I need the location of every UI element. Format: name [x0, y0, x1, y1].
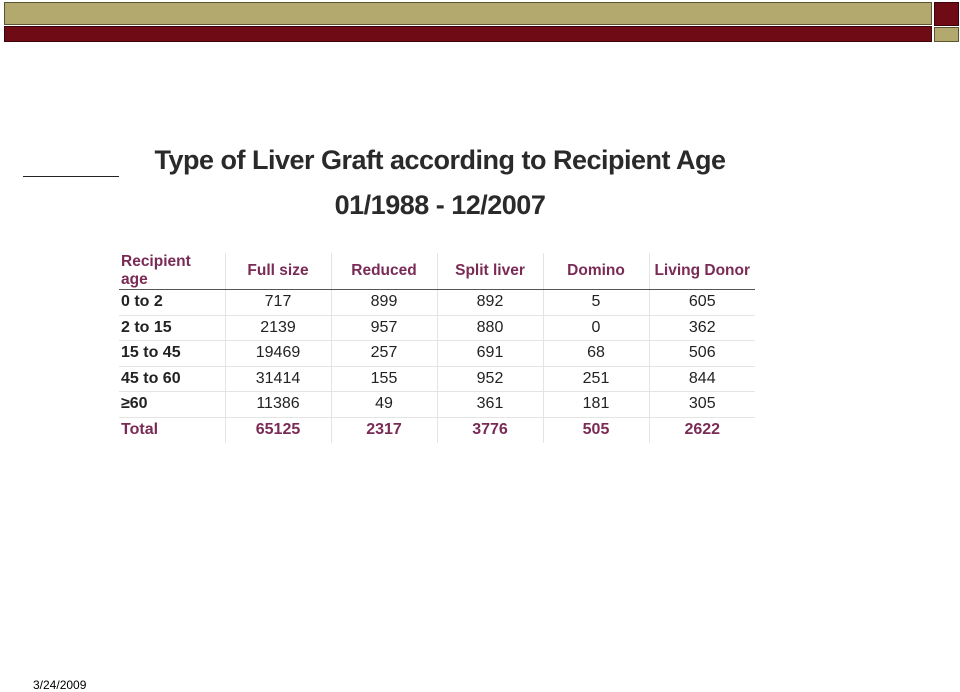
top-olive-bar [4, 2, 932, 25]
table-row [119, 392, 755, 418]
cell-age: 0 to 2 [119, 290, 225, 316]
cell-full-size: 717 [225, 290, 331, 316]
table-total-row [119, 417, 755, 443]
cell-age: 2 to 15 [119, 315, 225, 341]
total-label: Total [119, 417, 225, 443]
cell-reduced: 155 [331, 366, 437, 392]
cell-living-donor: 506 [649, 341, 755, 367]
table-row [119, 341, 755, 367]
cell-split-liver: 892 [437, 290, 543, 316]
cell-full-size: 11386 [225, 392, 331, 418]
cell-full-size: 31414 [225, 366, 331, 392]
top-maroon-bar [4, 26, 932, 42]
cell-age: ≥60 [119, 392, 225, 418]
cell-split-liver: 952 [437, 366, 543, 392]
cell-living-donor: 605 [649, 290, 755, 316]
cell-full-size: 19469 [225, 341, 331, 367]
cell-domino: 251 [543, 366, 649, 392]
cell-full-size: 2139 [225, 315, 331, 341]
table-header-row [119, 253, 755, 290]
header-domino: Domino [543, 253, 649, 290]
cell-living-donor: 305 [649, 392, 755, 418]
header-living-donor: Living Donor [649, 253, 755, 290]
cell-age: 45 to 60 [119, 366, 225, 392]
corner-olive-square [934, 27, 959, 42]
cell-domino: 181 [543, 392, 649, 418]
cell-split-liver: 361 [437, 392, 543, 418]
table-row [119, 290, 755, 316]
total-full-size: 65125 [225, 417, 331, 443]
total-split-liver: 3776 [437, 417, 543, 443]
cell-reduced: 257 [331, 341, 437, 367]
total-living-donor: 2622 [649, 417, 755, 443]
cell-reduced: 957 [331, 315, 437, 341]
slide-subtitle: 01/1988 - 12/2007 [334, 190, 546, 220]
table-row [119, 315, 755, 341]
corner-maroon-square [934, 2, 959, 26]
table-row [119, 366, 755, 392]
cell-living-donor: 844 [649, 366, 755, 392]
cell-domino: 0 [543, 315, 649, 341]
cell-split-liver: 880 [437, 315, 543, 341]
header-split-liver: Split liver [437, 253, 543, 290]
cell-domino: 68 [543, 341, 649, 367]
slide-title: Type of Liver Graft according to Recipient Age [154, 145, 726, 175]
cell-split-liver: 691 [437, 341, 543, 367]
decorative-line [23, 176, 119, 177]
cell-reduced: 899 [331, 290, 437, 316]
total-domino: 505 [543, 417, 649, 443]
header-recipient-age: Recipient age [119, 253, 225, 290]
cell-age: 15 to 45 [119, 341, 225, 367]
cell-domino: 5 [543, 290, 649, 316]
cell-living-donor: 362 [649, 315, 755, 341]
liver-graft-table [119, 253, 755, 443]
header-full-size: Full size [225, 253, 331, 290]
header-reduced: Reduced [331, 253, 437, 290]
cell-reduced: 49 [331, 392, 437, 418]
slide-date: 3/24/2009 [33, 678, 87, 692]
total-reduced: 2317 [331, 417, 437, 443]
